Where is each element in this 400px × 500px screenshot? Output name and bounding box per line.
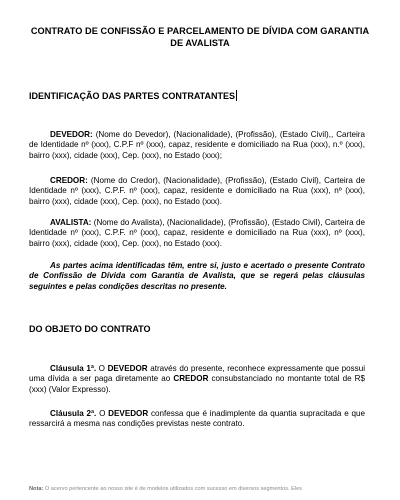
text-cursor [236, 90, 237, 101]
credor-label: CREDOR: [50, 176, 88, 185]
clause1-party-b: CREDOR [173, 374, 209, 384]
section-heading-object: DO OBJETO DO CONTRATO [29, 324, 151, 334]
avalista-label: AVALISTA: [50, 218, 92, 227]
clause1-text-c: consubstanciado no montante total de R$ (xxx) (Valor Expresso). [29, 374, 365, 394]
credor-text: (Nome do Credor), (Nacionalidade), (Profissão), (Estado Civil), Carteira de Identidade nº (xxx), C.P.F. nº (xxx), capaz, residente e domiciliado na Rua (xxx), nº (xxx), bairro (xxx), cidade (xxx), Cep. (xxx), no Estado (xxx). [29, 176, 365, 206]
document-title-line1: CONTRATO DE CONFISSÃO E PARCELAMENTO DE DÍVIDA COM GARANTIA [30, 26, 370, 36]
avalista-text: (Nome do Avalista), (Nacionalidade), (Profissão), (Estado Civil), Carteira de Identidade nº (xxx), C.P.F. nº (xxx), capaz, residente e domiciliado na Rua (xxx), nº (xxx), bairro (xxx), cidade (xxx), Cep. (xxx), no Estado (xxx). [29, 218, 366, 248]
paragraph-devedor [29, 130, 365, 161]
section-heading-parties[interactable] [29, 90, 237, 102]
paragraph-clause1 [29, 364, 365, 395]
clause2-label: Cláusula 2ª. [50, 409, 97, 418]
paragraph-credor [29, 176, 365, 207]
clause1-text-b: através do presente, reconhece expressamente que possui uma dívida a ser paga diretamente ao [29, 364, 366, 384]
paragraph-agreement [29, 261, 365, 292]
footer-note-text: O acervo pertencente ao nosso site é de modelos utilizados com sucesso em diversos segmentos. Eles [44, 486, 302, 492]
footer-note [29, 486, 369, 493]
devedor-text: (Nome do Devedor), (Nacionalidade), (Profissão), (Estado Civil),, Carteira de Identidade nº (xxx), C.P.F nº (xxx), capaz, residente e domiciliado na Rua (xxx), n.º (xxx), bairro (xxx), cidade (xxx), Cep. (xxx), no Estado (xxx); [29, 130, 365, 160]
clause2-text-b: confessa que é inadimplente da quantia supracitada e que ressarcirá a mesma nas condições previstas neste contrato. [29, 409, 366, 429]
document-title [26, 25, 374, 49]
clause1-text-a: O [98, 364, 105, 373]
devedor-label: DEVEDOR: [50, 130, 93, 139]
paragraph-avalista [29, 218, 365, 249]
section-heading-parties-text: IDENTIFICAÇÃO DAS PARTES CONTRATANTES [29, 91, 235, 101]
clause1-party-a: DEVEDOR [107, 364, 148, 373]
clause2-party-a: DEVEDOR [108, 409, 149, 418]
clause1-label: Cláusula 1ª. [50, 364, 97, 373]
paragraph-clause2 [29, 409, 365, 430]
document-title-line2: DE AVALISTA [170, 38, 230, 48]
footer-note-label: Nota: [29, 486, 44, 492]
agreement-text: As partes acima identificadas têm, entre si, justo e acertado o presente Contrato de Confissão de Dívida com Garantia de Avalista, que se regerá pelas cláusulas seguintes e pelas condições descritas no presente. [29, 261, 365, 291]
clause2-text-a: O [99, 409, 106, 418]
